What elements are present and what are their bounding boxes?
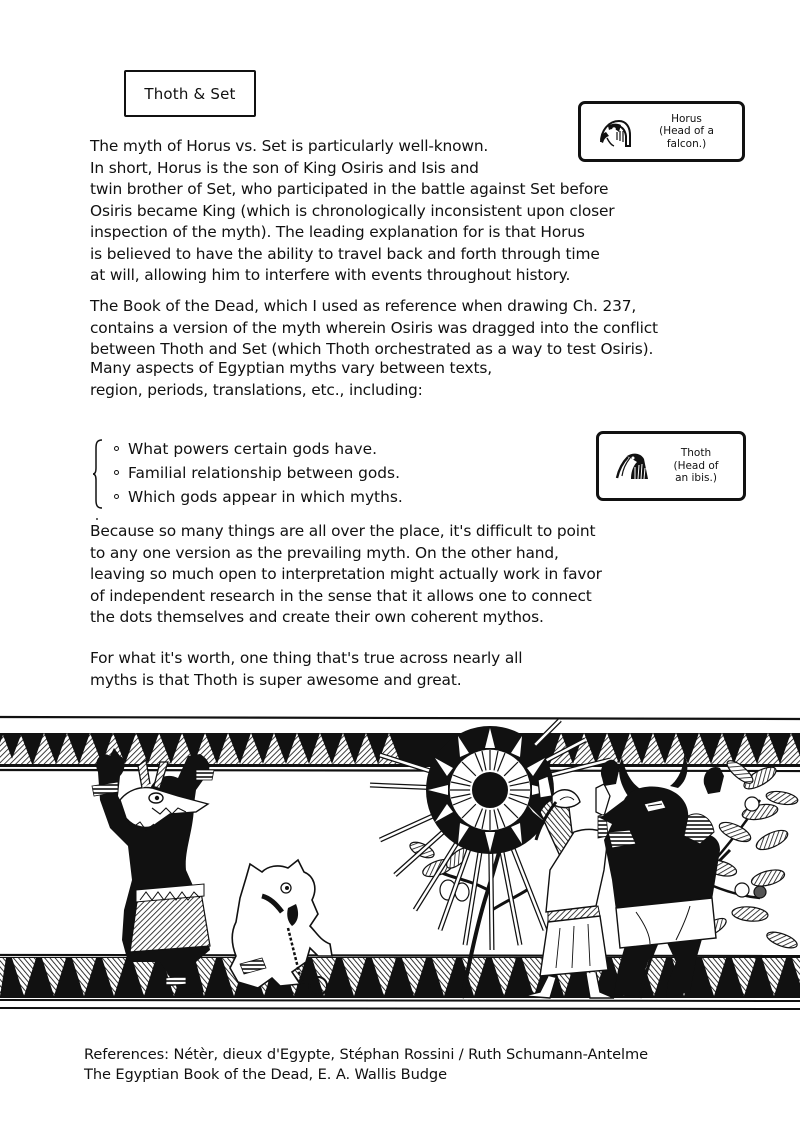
text-line: Many aspects of Egyptian myths vary between texts,	[90, 359, 492, 377]
text-line: between Thoth and Set (which Thoth orchestrated as a way to test Osiris).	[90, 340, 654, 358]
paragraph-myth-variations	[90, 358, 492, 401]
bullet-text: What powers certain gods have.	[128, 440, 377, 458]
text-line: to any one version as the prevailing myth. On the other hand,	[90, 543, 559, 562]
caption-line: Thoth	[680, 447, 712, 460]
text-line: of independent research in the sense that it allows one to connect	[90, 586, 592, 605]
text-line: For what it's worth, one thing that's true across nearly all	[90, 649, 523, 667]
variation-bullet-list	[92, 438, 452, 510]
caption-line: (Head of a	[659, 125, 714, 138]
text-line: is believed to have the ability to travel back and forth through time	[90, 244, 600, 263]
paragraph-interpretation	[90, 521, 602, 629]
paragraph-book-of-the-dead	[90, 296, 658, 361]
caption-line: Horus	[671, 112, 702, 125]
text-line: leaving so much open to interpretation might actually work in favor	[90, 565, 602, 583]
text-line: twin brother of Set, who participated in the battle against Set before	[90, 180, 609, 198]
paragraph-horus-vs-set	[90, 136, 614, 287]
text-line: region, periods, translations, etc., including:	[90, 380, 423, 399]
caption-line: (Head of	[673, 459, 719, 472]
text-line: The Book of the Dead, which I used as reference when drawing Ch. 237,	[90, 297, 637, 315]
text-line: inspection of the myth). The leading explanation for is that Horus	[90, 223, 585, 241]
thoth-caption-box	[596, 431, 746, 501]
text-line: Osiris became King (which is chronologically inconsistent upon closer	[90, 201, 615, 220]
text-line: Because so many things are all over the place, it's difficult to point	[90, 522, 596, 540]
egyptian-frieze-illustration	[0, 700, 800, 1020]
ibis-head-icon	[613, 446, 653, 486]
horus-caption-text	[635, 113, 732, 151]
text-line: at will, allowing him to interfere with events throughout history.	[90, 266, 571, 284]
bullet-text: Familial relationship between gods.	[128, 464, 400, 482]
bullet-text: Which gods appear in which myths.	[128, 488, 403, 506]
bullet-item	[114, 486, 403, 508]
curly-brace-icon	[92, 438, 104, 510]
reference-line: References: Nétèr, dieux d'Egypte, Stéphan Rossini / Ruth Schumann-Antelme	[84, 1046, 648, 1063]
caption-line: falcon.)	[666, 137, 707, 150]
bullet-dot-icon	[114, 470, 119, 475]
bullet-item	[114, 438, 377, 460]
reference-line: The Egyptian Book of the Dead, E. A. Wallis Budge	[84, 1066, 447, 1083]
references	[84, 1045, 648, 1085]
text-line: In short, Horus is the son of King Osiris and Isis and	[90, 158, 479, 177]
text-line: contains a version of the myth wherein Osiris was dragged into the conflict	[90, 318, 658, 337]
text-line: myths is that Thoth is super awesome and great.	[90, 670, 462, 689]
bullet-item	[114, 462, 400, 484]
text-line: the dots themselves and create their own coherent mythos.	[90, 608, 544, 626]
thoth-caption-text	[653, 447, 733, 485]
paragraph-thoth-awesome	[90, 648, 522, 691]
caption-line: an ibis.)	[675, 472, 717, 485]
bullet-dot-icon	[114, 446, 119, 451]
section-title: Thoth & Set	[144, 84, 236, 103]
section-title-box	[124, 70, 256, 117]
stray-ink-dot	[96, 518, 98, 520]
text-line: The myth of Horus vs. Set is particularly well-known.	[90, 137, 489, 155]
bullet-dot-icon	[114, 494, 119, 499]
